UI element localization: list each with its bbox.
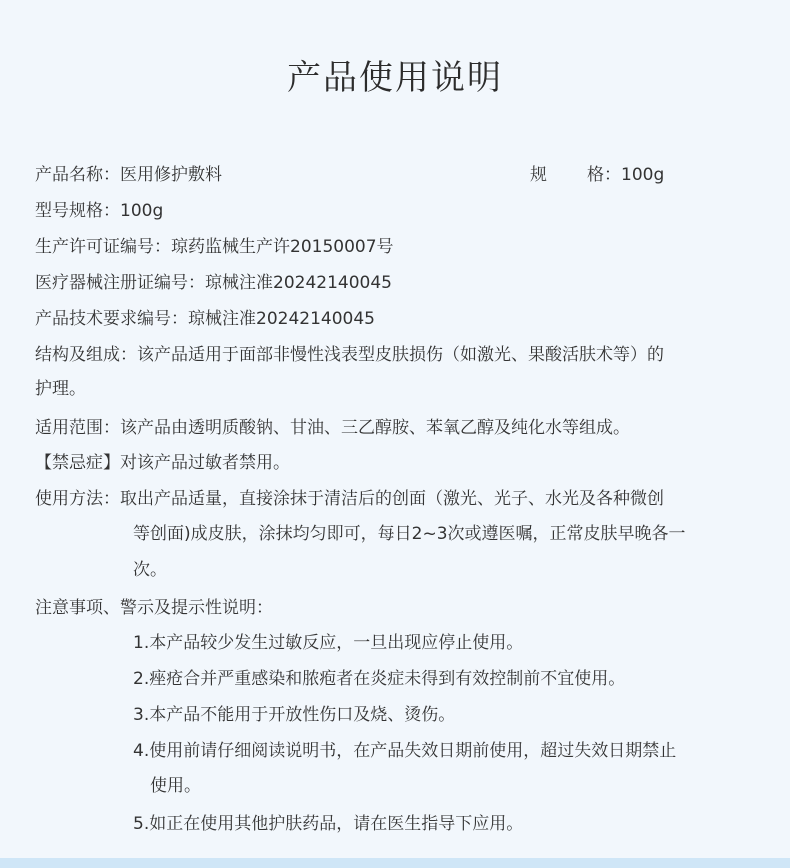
- contraindications: 【禁忌症】对该产品过敏者禁用。: [35, 453, 290, 473]
- note-3: 3.本产品不能用于开放性伤口及烧、烫伤。: [133, 705, 456, 725]
- tech-requirement-number: 产品技术要求编号：琼械注准20242140045: [35, 309, 375, 329]
- note-2: 2.痤疮合并严重感染和脓疱者在炎症未得到有效控制前不宜使用。: [133, 669, 626, 689]
- spec-label-a: 规: [530, 165, 547, 185]
- spec-label-b: 格：100g: [587, 165, 665, 185]
- product-name: 产品名称：医用修护敷料: [35, 165, 222, 185]
- note-1: 1.本产品较少发生过敏反应，一旦出现应停止使用。: [133, 633, 524, 653]
- registration-number: 医疗器械注册证编号：琼械注准20242140045: [35, 273, 392, 293]
- note-4-line-1: 4.使用前请仔细阅读说明书，在产品失效日期前使用，超过失效日期禁止: [133, 741, 677, 761]
- notes-title: 注意事项、警示及提示性说明：: [35, 598, 273, 618]
- model-spec: 型号规格：100g: [35, 201, 164, 221]
- usage-line-1: 使用方法：取出产品适量，直接涂抹于清洁后的创面（激光、光子、水光及各种微创: [35, 489, 664, 509]
- structure-line-2: 护理。: [35, 379, 86, 399]
- production-license: 生产许可证编号：琼药监械生产许20150007号: [35, 237, 394, 257]
- usage-line-3: 次。: [133, 560, 167, 580]
- product-spec: [530, 163, 664, 187]
- page-title: 产品使用说明: [287, 58, 503, 98]
- structure-line-1: 结构及组成：该产品适用于面部非慢性浅表型皮肤损伤（如激光、果酸活肤术等）的: [35, 345, 664, 365]
- scope-of-use: 适用范围：该产品由透明质酸钠、甘油、三乙醇胺、苯氧乙醇及纯化水等组成。: [35, 418, 630, 438]
- usage-line-2: 等创面)成皮肤，涂抹均匀即可，每日2~3次或遵医嘱，正常皮肤早晚各一: [133, 524, 686, 544]
- bottom-decor-bar: [0, 858, 790, 868]
- note-4-line-2: 使用。: [150, 776, 201, 796]
- note-5: 5.如正在使用其他护肤药品，请在医生指导下应用。: [133, 814, 524, 834]
